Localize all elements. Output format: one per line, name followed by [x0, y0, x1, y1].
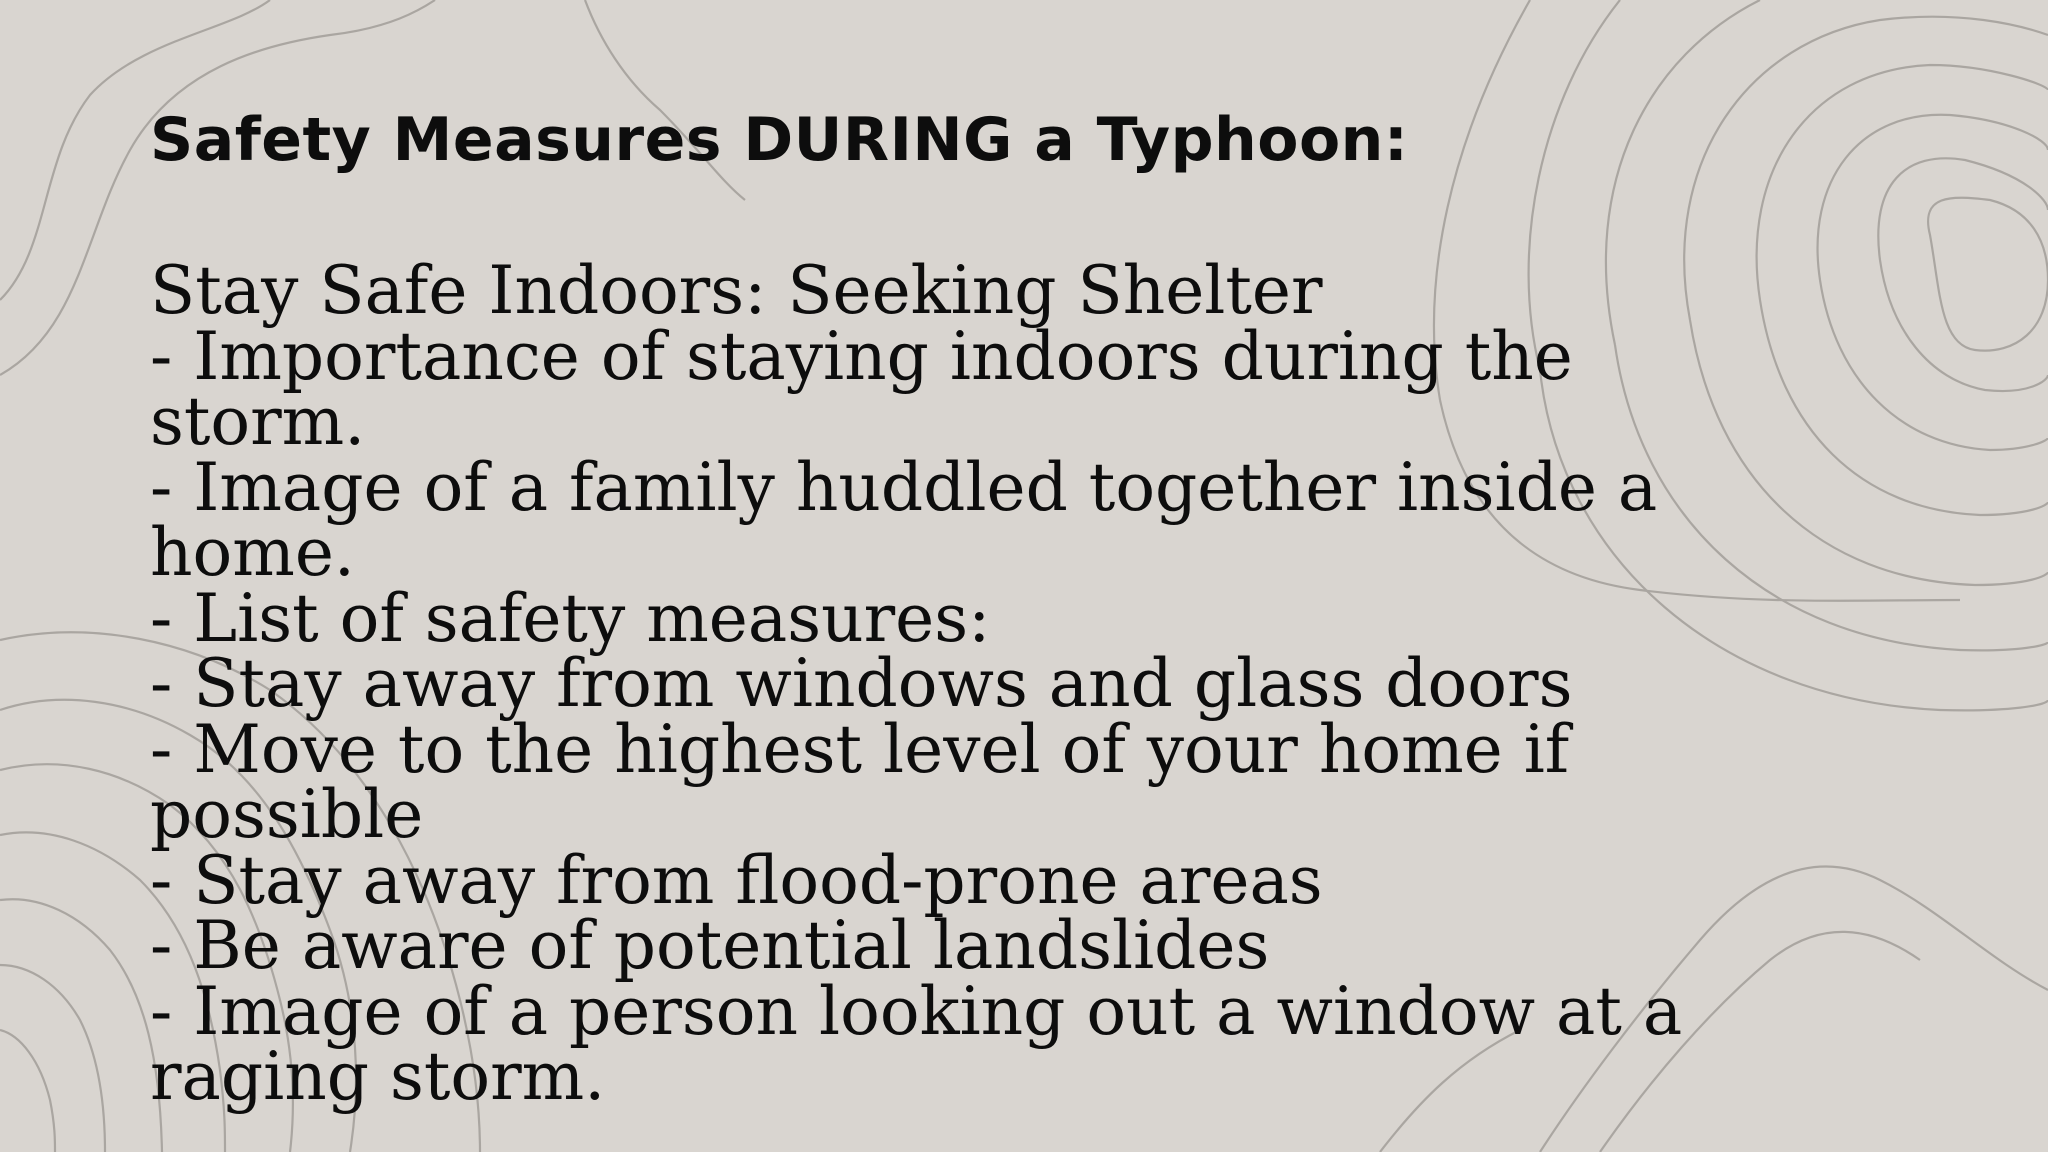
text-line: storm.	[150, 383, 366, 460]
text-line: possible	[150, 776, 424, 853]
text-line: - Stay away from windows and glass doors	[150, 645, 1573, 722]
text-line: - Be aware of potential landslides	[150, 907, 1270, 984]
text-line: - Move to the highest level of your home if	[150, 710, 1570, 788]
body-text-block	[150, 252, 1750, 1115]
text-line: raging storm.	[150, 1038, 606, 1115]
text-line: home.	[150, 514, 355, 591]
text-line: - Stay away from flood-prone areas	[150, 841, 1323, 919]
section-heading-line: Stay Safe Indoors: Seeking Shelter	[150, 252, 1323, 329]
slide-title: Safety Measures DURING a Typhoon:	[150, 105, 1409, 175]
text-line: - List of safety measures:	[150, 579, 991, 657]
text-line: - Importance of staying indoors during the	[150, 317, 1573, 395]
text-line: - Image of a person looking out a window at a	[150, 972, 1683, 1050]
text-line: - Image of a family huddled together inside a	[150, 448, 1658, 526]
